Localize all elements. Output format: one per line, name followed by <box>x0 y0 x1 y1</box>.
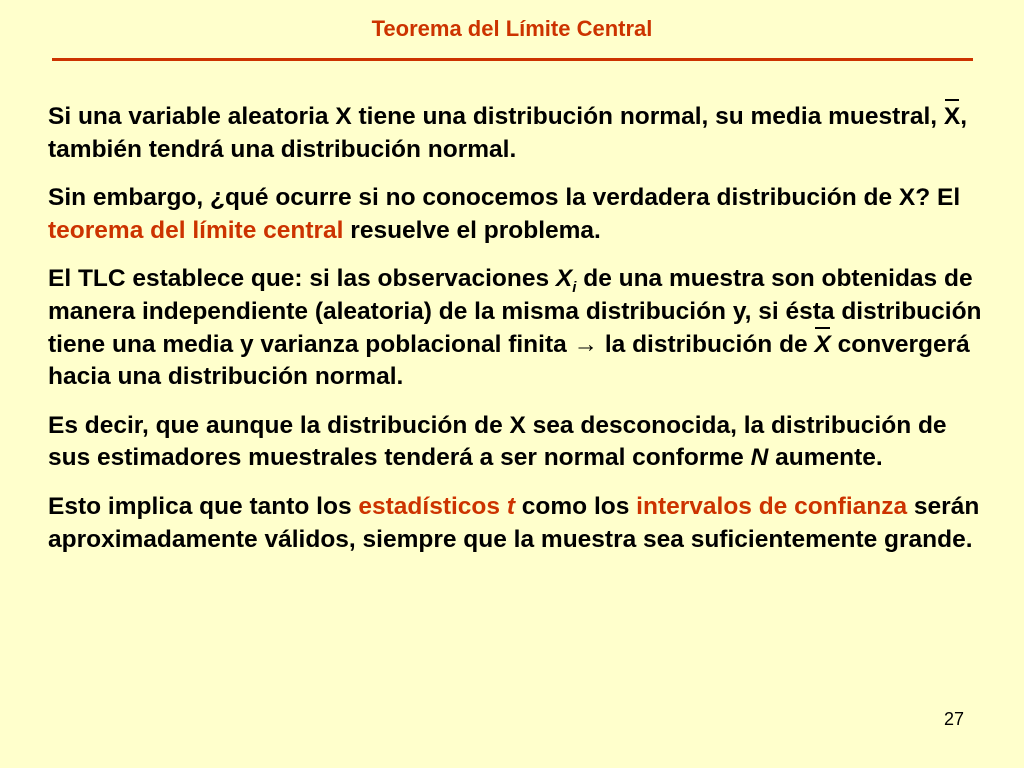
p1-text-2: , también tendrá una distribución normal. <box>48 103 968 163</box>
tlc-highlight: teorema del límite central <box>48 216 344 244</box>
paragraph-normal-distribution <box>48 101 988 166</box>
p5-text-2: como los <box>515 492 637 520</box>
p3-text-2: de una muestra son obtenidas de manera independiente (aleatoria) de la misma distribución y, si ésta distribución tiene una media y varianza poblacional finita <box>48 265 982 358</box>
xi-variable <box>555 265 577 297</box>
arrow-right-icon: → <box>573 330 599 358</box>
xi-x: X <box>555 265 573 293</box>
p4-text-1: Es decir, que aunque la distribución de X sea desconocida, la distribución de sus estimadores muestrales tenderá a ser normal conforme <box>48 411 947 472</box>
paragraph-estimators <box>48 410 988 475</box>
p2-text-1: Sin embargo, ¿qué ocurre si no conocemos la verdadera distribución de X? El <box>48 184 961 212</box>
page-number: 27 <box>943 709 964 729</box>
t-variable: t <box>506 492 515 520</box>
p3-text-3: la distribución de <box>598 330 815 358</box>
p5-text-3: serán aproximadamente válidos, siempre que la muestra sea suficientemente grande. <box>48 492 980 553</box>
slide-title: Teorema del Límite Central <box>371 16 653 41</box>
p2-text-2: resuelve el problema. <box>343 216 601 244</box>
p3-text-4: convergerá hacia una distribución normal. <box>48 330 970 391</box>
xi-subscript: i <box>572 279 577 297</box>
p5-text-1: Esto implica que tanto los <box>48 492 359 520</box>
p1-text-1: Si una variable aleatoria X tiene una distribución normal, su media muestral, <box>48 103 944 130</box>
n-variable: N <box>750 444 769 472</box>
paragraph-unknown-distribution <box>48 182 988 247</box>
x-bar-symbol-italic: X <box>814 329 830 362</box>
confidence-intervals-highlight: intervalos de confianza <box>636 492 908 520</box>
x-bar-symbol: X <box>944 101 960 134</box>
p3-text-1: El TLC establece que: si las observaciones <box>48 265 556 293</box>
paragraph-tlc-statement <box>48 263 988 393</box>
slide-body <box>48 101 988 572</box>
p4-text-2: aumente. <box>768 444 883 472</box>
t-statistics-label: estadísticos <box>358 492 507 520</box>
t-statistics-highlight <box>358 493 515 520</box>
title-divider <box>52 58 973 61</box>
paragraph-implications <box>48 491 988 556</box>
